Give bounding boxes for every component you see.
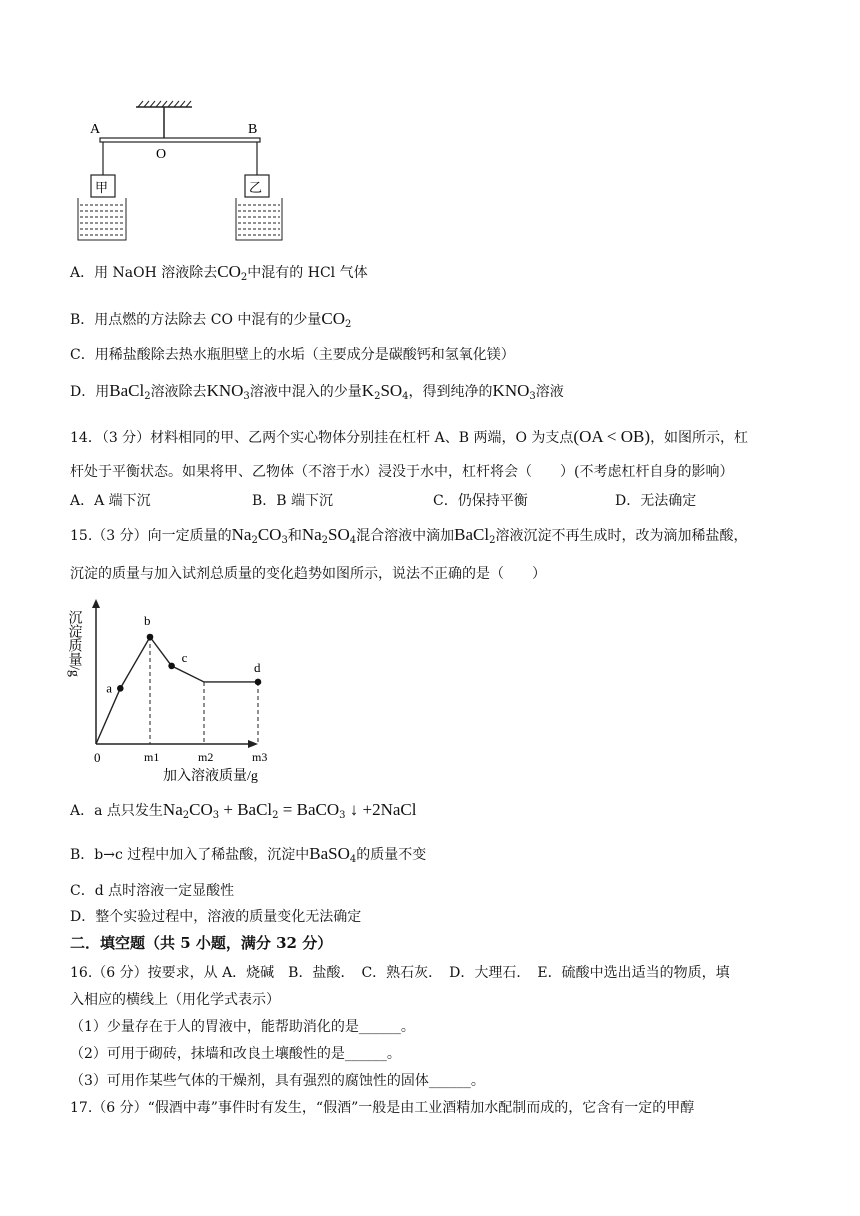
q14-option-a: A．A 端下沉 bbox=[70, 493, 151, 509]
q14-option-d: D．无法确定 bbox=[615, 493, 697, 509]
point-label-d: d bbox=[254, 659, 261, 675]
q15-line2: 沉淀的质量与加入试剂总质量的变化趋势如图所示，说法不正确的是（ ） bbox=[70, 566, 546, 582]
x-axis-arrow bbox=[248, 740, 258, 748]
point-b bbox=[147, 634, 154, 641]
x-tick-m1: m1 bbox=[144, 750, 160, 764]
lever-label-o: O bbox=[156, 147, 167, 162]
chart-ylabel: 沉淀质量/g bbox=[66, 610, 82, 677]
box-yi-label: 乙 bbox=[249, 180, 263, 195]
q15-line1: 15.（3 分）向一定质量的$Na_2CO_3$和$Na_2SO_4$混合溶液中滴加BaCl$_2$溶液沉淀不再生成时，改为滴加稀盐酸， bbox=[70, 525, 748, 546]
q13-option-d: D．用BaCl$_2$溶液除去$KNO_3$溶液中混入的少量$K_2SO_4$，得到纯净的$KNO_3$溶液 bbox=[70, 381, 564, 402]
y-axis-arrow bbox=[92, 599, 100, 608]
point-c bbox=[168, 663, 175, 670]
lever-label-b: B bbox=[248, 122, 258, 137]
q14-option-c: C．仍保持平衡 bbox=[433, 493, 528, 509]
q16-line2: 入相应的横线上（用化学式表示） bbox=[70, 992, 280, 1008]
lever-bar bbox=[100, 138, 260, 142]
q16-sub1: （1）少量存在于人的胃液中，能帮助消化的是______。 bbox=[70, 1019, 415, 1035]
chart-xlabel: 加入溶液质量/g bbox=[163, 769, 258, 784]
q16-line1: 16.（6 分）按要求，从 A．烧碱 B．盐酸． C．熟石灰． D．大理石． E．硫酸中选出适当的物质，填 bbox=[70, 965, 730, 981]
q17-line1: 17.（6 分）“假酒中毒”事件时有发生，“假酒”一般是由工业酒精加水配制而成的，它含有一定的甲醇 bbox=[70, 1100, 695, 1116]
box-jia-label: 甲 bbox=[95, 180, 109, 195]
beaker-right bbox=[236, 198, 282, 240]
q16-sub2: （2）可用于砌砖，抹墙和改良土壤酸性的是______。 bbox=[70, 1046, 401, 1062]
point-label-a: a bbox=[106, 680, 113, 696]
q15-option-b: B．b→c 过程中加入了稀盐酸，沉淀中BaSO$_4$的质量不变 bbox=[70, 844, 427, 865]
q13-option-a: A．用 NaOH 溶液除去$CO_2$中混有的 HCl 气体 bbox=[70, 262, 368, 283]
x-tick-m3: m3 bbox=[252, 750, 268, 764]
point-d bbox=[255, 679, 262, 686]
point-label-c: c bbox=[181, 649, 188, 665]
q14-option-b: B．B 端下沉 bbox=[252, 493, 334, 509]
q14-line2: 杆处于平衡状态。如果将甲、乙物体（不溶于水）浸没于水中，杠杆将会（ ）(不考虑杠杆自身的影响） bbox=[70, 464, 734, 480]
lever-diagram bbox=[60, 95, 290, 250]
q15-option-d: D．整个实验过程中，溶液的质量变化无法确定 bbox=[70, 909, 362, 925]
q15-option-c: C．d 点时溶液一定显酸性 bbox=[70, 883, 235, 899]
beaker-left bbox=[78, 198, 126, 240]
q13-option-b: B．用点燃的方法除去 CO 中混有的少量$CO_2$ bbox=[70, 309, 352, 330]
precipitate-chart bbox=[60, 594, 270, 786]
q14-line1: 14．（3 分）材料相同的甲、乙两个实心物体分别挂在杠杆 A、B 两端，O 为支点(OA < OB)，如图所示，杠 bbox=[70, 427, 749, 446]
q15-option-a: A．a 点只发生$Na_2CO_3$ + BaCl$_2$ = BaCO$_3$ ↓ +2NaCl bbox=[70, 800, 417, 821]
chart-origin-label: 0 bbox=[94, 750, 101, 765]
lever-label-a: A bbox=[90, 122, 101, 137]
point-label-b: b bbox=[144, 613, 151, 628]
q16-sub3: （3）可用作某些气体的干燥剂，具有强烈的腐蚀性的固体______。 bbox=[70, 1073, 485, 1089]
q13-option-c: C．用稀盐酸除去热水瓶胆壁上的水垢（主要成分是碳酸钙和氢氧化镁） bbox=[70, 347, 515, 363]
point-a bbox=[117, 685, 124, 692]
section-heading: 二．填空题（共 5 小题，满分 32 分） bbox=[70, 934, 333, 952]
x-tick-m2: m2 bbox=[198, 750, 214, 764]
